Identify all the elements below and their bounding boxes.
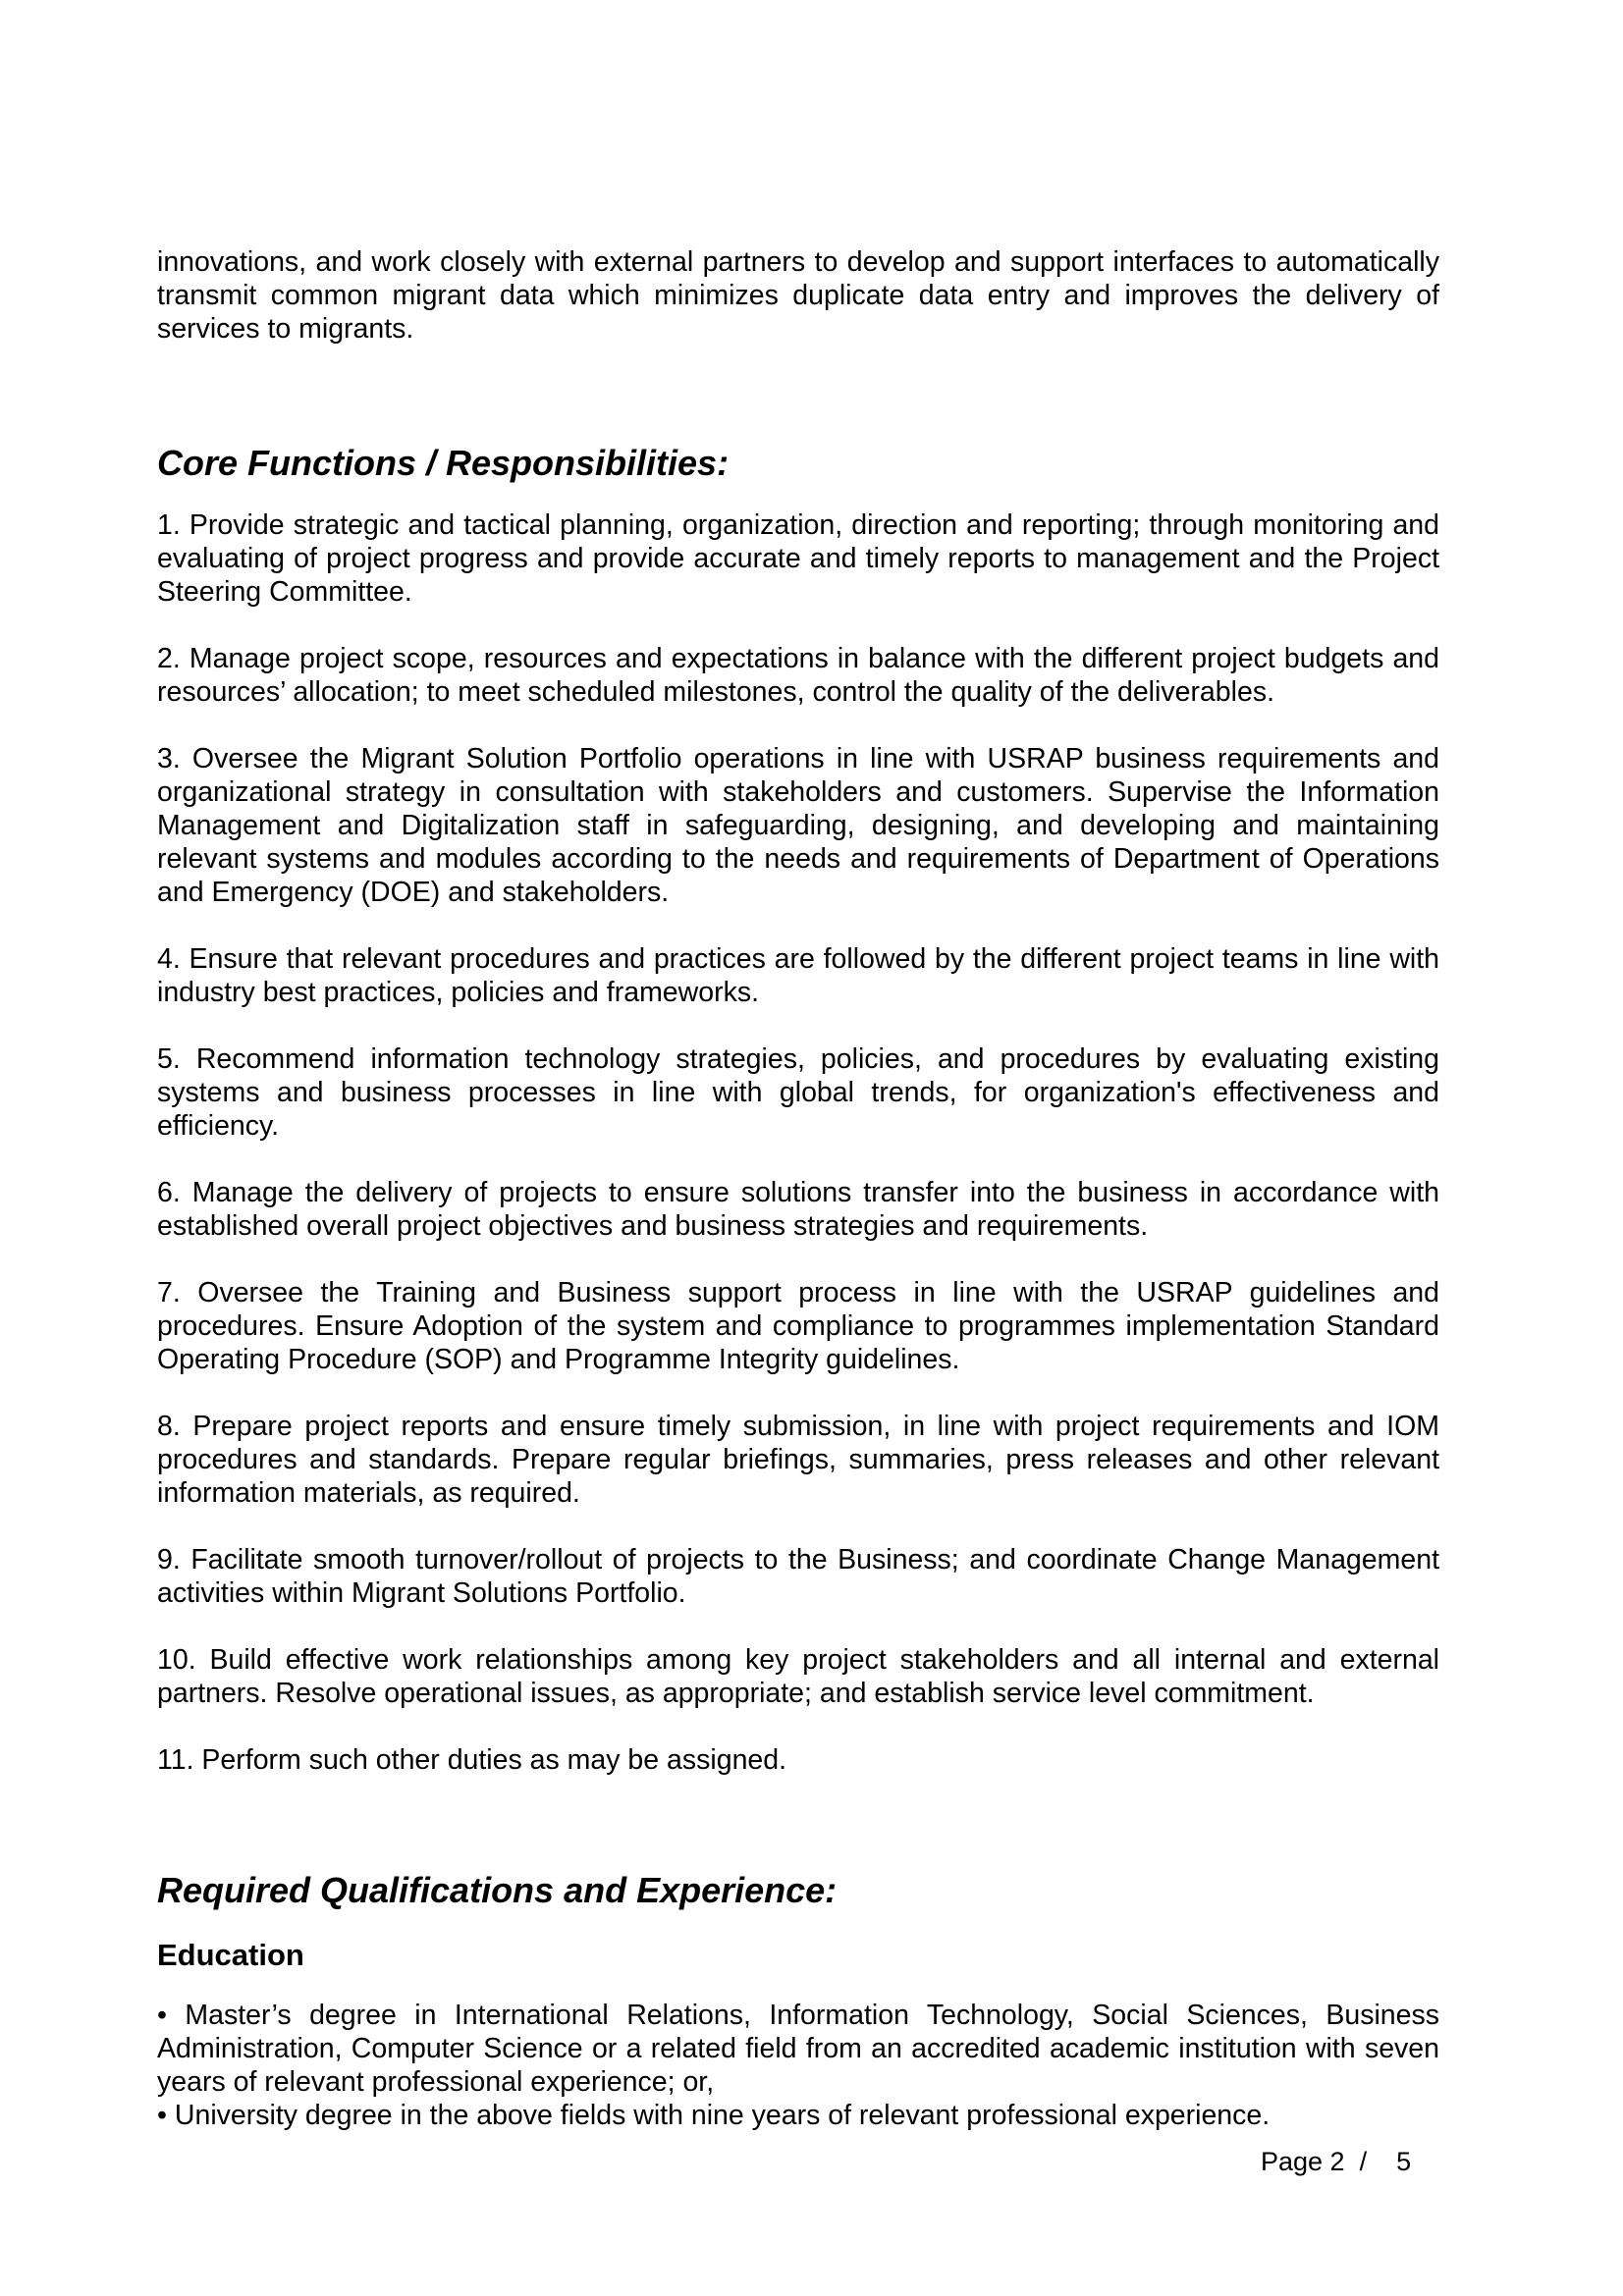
document-page	[157, 245, 1439, 2132]
responsibility-item-3: 3. Oversee the Migrant Solution Portfolio operations in line with USRAP business requirements and organizational strategy in consultation with stakeholders and customers. Supervise the Information Management and Digitalization staff in safeguarding, designing, and developing and maintaining relevant systems and modules according to the needs and requirements of Department of Operations and Emergency (DOE) and stakeholders.	[157, 743, 1439, 908]
education-item-1: • Master’s degree in International Relations, Information Technology, Social Sciences, Business Administration, Computer Science or a related field from an accredited academic institution with seven years of relevant professional experience; or,	[157, 2000, 1439, 2098]
intro-paragraph: innovations, and work closely with external partners to develop and support interfaces to automatically transmit common migrant data which minimizes duplicate data entry and improves the delivery of services to migrants.	[157, 246, 1439, 345]
responsibility-item-6: 6. Manage the delivery of projects to ensure solutions transfer into the business in accordance with established overall project objectives and business strategies and requirements.	[157, 1177, 1439, 1242]
responsibility-item-1: 1. Provide strategic and tactical planning, organization, direction and reporting; through monitoring and evaluating of project progress and provide accurate and timely reports to management and the Project Steering Committee.	[157, 509, 1439, 608]
responsibility-item-8: 8. Prepare project reports and ensure timely submission, in line with project requirements and IOM procedures and standards. Prepare regular briefings, summaries, press releases and other relevant information materials, as required.	[157, 1411, 1439, 1509]
responsibility-item-4: 4. Ensure that relevant procedures and practices are followed by the different project teams in line with industry best practices, policies and frameworks.	[157, 943, 1439, 1008]
education-item-2: • University degree in the above fields with nine years of relevant professional experience.	[157, 2100, 1271, 2131]
education-heading: Education	[157, 1938, 304, 1972]
responsibility-item-9: 9. Facilitate smooth turnover/rollout of projects to the Business; and coordinate Change Management activities within Migrant Solutions Portfolio.	[157, 1544, 1439, 1609]
qualifications-heading: Required Qualifications and Experience:	[157, 1870, 838, 1910]
responsibility-item-11: 11. Perform such other duties as may be assigned.	[157, 1744, 787, 1776]
responsibility-item-2: 2. Manage project scope, resources and expectations in balance with the different project budgets and resources’ allocation; to meet scheduled milestones, control the quality of the deliverables.	[157, 643, 1439, 708]
education-list	[157, 1999, 1439, 2132]
responsibility-item-7: 7. Oversee the Training and Business support process in line with the USRAP guidelines and procedures. Ensure Adoption of the system and compliance to programmes implementation Standard Operating Procedure (SOP) and Programme Integrity guidelines.	[157, 1277, 1439, 1375]
core-functions-list	[157, 508, 1439, 1777]
page-number: Page 2 / 5	[1261, 2147, 1412, 2176]
responsibility-item-5: 5. Recommend information technology strategies, policies, and procedures by evaluating existing systems and business processes in line with global trends, for organization's effectiveness and efficiency.	[157, 1043, 1439, 1142]
responsibility-item-10: 10. Build effective work relationships among key project stakeholders and all internal and external partners. Resolve operational issues, as appropriate; and establish service level commitment.	[157, 1644, 1439, 1709]
core-functions-heading: Core Functions / Responsibilities:	[157, 443, 730, 483]
